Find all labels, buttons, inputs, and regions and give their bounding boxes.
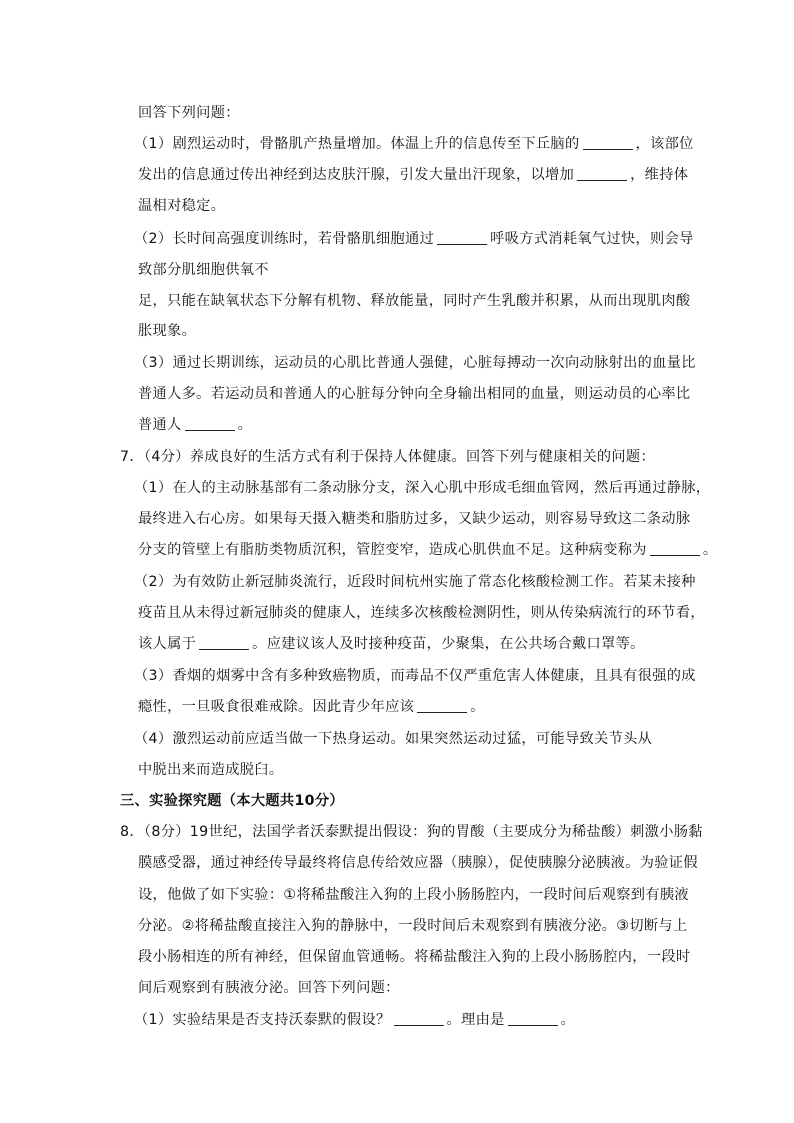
text-line: 分泌。②将稀盐酸直接注入狗的静脉中，一段时间后未观察到有胰液分泌。③切断与上 xyxy=(138,918,688,934)
text-line: 胀现象。 xyxy=(138,323,197,339)
text-line: 普通人多。若运动员和普通人的心脏每分钟向全身输出相同的血量，则运动员的心率比 xyxy=(138,386,691,402)
answer-blank[interactable] xyxy=(394,1011,444,1026)
text-line: （3）香烟的烟雾中含有多种致癌物质，而毒品不仅严重危害人体健康，且具有很强的成 xyxy=(134,668,696,684)
text-line: 分支的管壁上有脂肪类物质沉积，管腔变窄，造成心肌供血不足。这种病变称为 。 xyxy=(138,542,718,558)
answer-blank[interactable] xyxy=(508,1011,558,1026)
text-line: 中脱出来而造成脱臼。 xyxy=(138,762,284,778)
answer-blank[interactable] xyxy=(417,698,467,713)
text-line: 致部分肌细胞供氧不 xyxy=(138,262,269,278)
text-line: 设，他做了如下实验：①将稀盐酸注入狗的上段小肠肠腔内，一段时间后观察到有胰液 xyxy=(138,887,689,903)
text-line: （3）通过长期训练，运动员的心肌比普通人强健，心脏每搏动一次向动脉射出的血量比 xyxy=(134,355,696,371)
text-line: 足，只能在缺氧状态下分解有机物、释放能量，同时产生乳酸并积累，从而出现肌肉酸 xyxy=(138,293,691,309)
text-line: 温相对稳定。 xyxy=(138,198,226,214)
text-line: （2）长时间高强度训练时，若骨骼肌细胞通过 呼吸方式消耗氧气过快，则会导 xyxy=(134,231,694,247)
answer-blank[interactable] xyxy=(577,166,627,181)
text-line: （1）在人的主动脉基部有二条动脉分支，深入心肌中形成毛细血管网，然后再通过静脉， xyxy=(134,480,711,496)
text-line: （2）为有效防止新冠肺炎流行，近段时间杭州实施了常态化核酸检测工作。若某未接种 xyxy=(134,574,696,590)
text-line: 瘾性，一旦吸食很难戒除。因此青少年应该 。 xyxy=(138,699,485,715)
text-line: 发出的信息通过传出神经到达皮肤汗腺，引发大量出汗现象，以增加 ，维持体 xyxy=(138,167,689,183)
text-line: （4）激烈运动前应适当做一下热身运动。如果突然运动过猛，可能导致关节头从 xyxy=(134,731,653,747)
text-line: 该人属于 。应建议该人及时接种疫苗，少聚集，在公共场合戴口罩等。 xyxy=(138,636,645,652)
question-8: 8．（8分）19世纪，法国学者沃泰默提出假设：狗的胃酸（主要成分为稀盐酸）刺激小肠黏 xyxy=(120,824,703,840)
text-line: 普通人 。 xyxy=(138,417,253,433)
text-line: 间后观察到有胰液分泌。回答下列问题： xyxy=(138,980,400,996)
question-7: 7．（4分）养成良好的生活方式有利于保持人体健康。回答下列与健康相关的问题： xyxy=(120,449,656,465)
text-line: （1）剧烈运动时，骨骼肌产热量增加。体温上升的信息传至下丘脑的 ，该部位 xyxy=(134,136,694,152)
answer-blank[interactable] xyxy=(583,135,633,150)
answer-blank[interactable] xyxy=(199,635,249,650)
answer-blank[interactable] xyxy=(185,416,235,431)
text-line: 段小肠相连的所有神经，但保留血管通畅。将稀盐酸注入狗的上段小肠肠腔内，一段时 xyxy=(138,949,691,965)
answer-blank[interactable] xyxy=(437,230,487,245)
text-line: 疫苗且从未得过新冠肺炎的健康人，连续多次核酸检测阴性，则从传染病流行的环节看， xyxy=(138,605,705,621)
section-heading: 三、实验探究题（本大题共10分） xyxy=(120,793,344,809)
text-line: （1）实验结果是否支持沃泰默的假设？ 。理由是 。 xyxy=(134,1012,576,1028)
text-line: 回答下列问题： xyxy=(138,105,240,121)
answer-blank[interactable] xyxy=(650,541,700,556)
text-line: 最终进入右心房。如果每天摄入糖类和脂肪过多，又缺少运动，则容易导致这二条动脉 xyxy=(138,511,691,527)
text-line: 膜感受器，通过神经传导最终将信息传给效应器（胰腺），促使胰腺分泌胰液。为验证假 xyxy=(138,855,698,871)
